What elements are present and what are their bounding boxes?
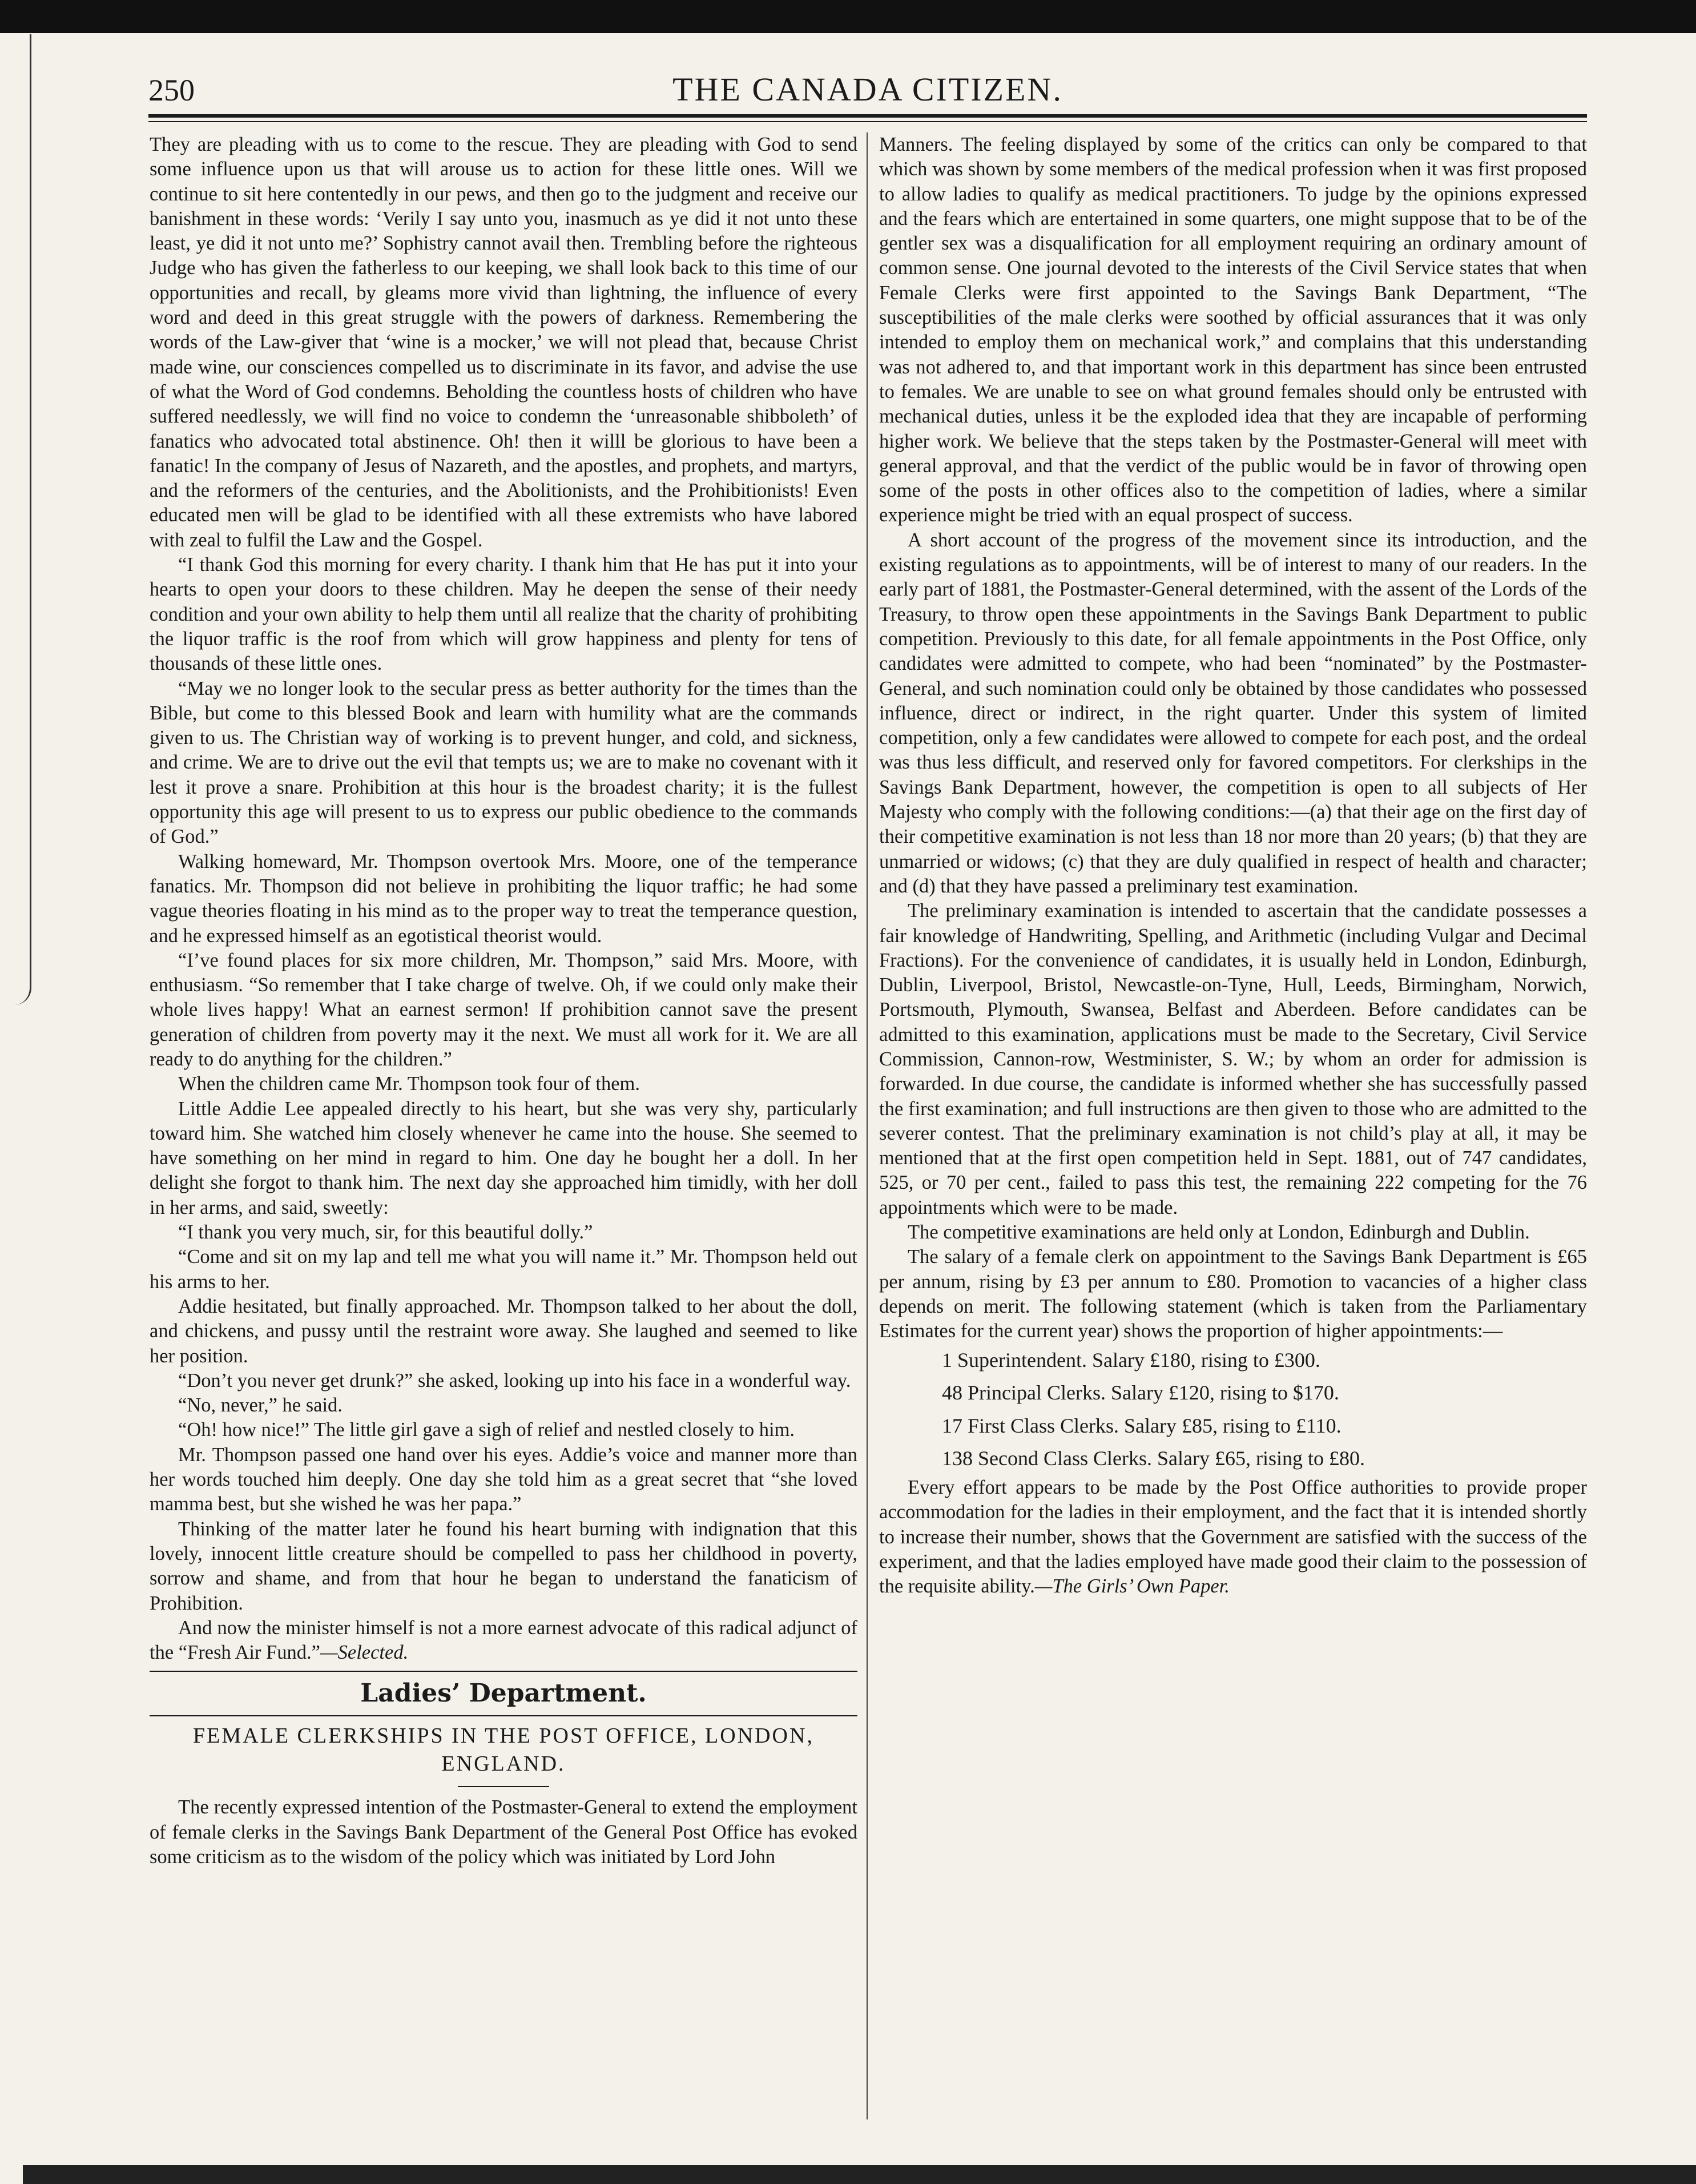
section-rule <box>150 1715 857 1716</box>
article-title: FEMALE CLERKSHIPS IN THE POST OFFICE, LONDON, ENGLAND. <box>193 1723 814 1776</box>
paragraph: Walking homeward, Mr. Thompson overtook Mrs. Moore, one of the temperance fanatics. Mr. Thompson did not believe in prohibiting the liquor traffic; he had some vague theories floating in his mind as to the proper way to treat the temperance question, and he expressed himself as an egotistical theorist would. <box>150 850 857 947</box>
article-opening: The recently expressed intention of the Postmaster-General to extend the employment of female clerks in the Savings Bank Department of the General Post Office has evoked some criticism as to the wisdom of the policy which was initiated by Lord John <box>150 1796 857 1868</box>
left-column <box>150 132 857 2131</box>
paragraph-text: Every effort appears to be made by the Post Office authorities to provide proper accommodation for the ladies in their employment, and the fact that it is intended shortly to increase their number, shows that the Government are satisfied with the success of the experiment, and that the ladies employed have made good their claim to the possession of the requisite ability. <box>879 1476 1587 1598</box>
header-rule <box>148 114 1587 122</box>
paragraph: “May we no longer look to the secular press as better authority for the times than the Bible, but come to this blessed Book and learn with humility what are the commands given to us. The Christian way of working is to prevent hunger, and cold, and sickness, and crime. We are to drive out the evil that tempts us; we are to make no covenant with it lest it prove a snare. Prohibition at this hour is the broadest charity; it is the fullest opportunity this age will present to us to express our public obedience to the commands of God.” <box>150 677 857 848</box>
paragraph: Addie hesitated, but finally approached. Mr. Thompson talked to her about the doll, and chickens, and pussy until the restraint wore away. She laughed and seemed to like her position. <box>150 1295 857 1367</box>
paragraph-final <box>150 1616 857 1666</box>
list-item: 17 First Class Clerks. Salary £85, rising to £110. <box>942 1414 1342 1437</box>
paragraph: Manners. The feeling displayed by some of the critics can only be compared to that which was shown by some members of the medical profession when it was first proposed to allow ladies to qualify as medical practitioners. To judge by the opinions expressed and the fears which are entertained in some quarters, one might suppose that to be of the gentler sex was a disqualification for all employment requiring an ordinary amount of common sense. One journal devoted to the interests of the Civil Service states that when Female Clerks were first appointed to the Savings Bank Department, “The susceptibilities of the male clerks were soothed by official assurances that it was only intended to employ them on mechanical work,” and complains that this understanding was not adhered to, and that important work in this department has since been entrusted to females. We are unable to see on what ground females should only be entrusted with mechanical duties, unless it be the exploded idea that they are incapable of performing higher work. We believe that the steps taken by the Postmaster-General will meet with general approval, and that the verdict of the public would be in favor of throwing open some of the posts in other offices also to the competition of ladies, where a similar experience might be tried with an equal prospect of success. <box>879 134 1587 526</box>
page-number: 250 <box>148 73 195 107</box>
paragraph: The salary of a female clerk on appointment to the Savings Bank Department is £65 per annum, rising by £3 per annum to £80. Promotion to vacancies of a higher class depends on merit. The following statement (which is taken from the Parliamentary Estimates for the current year) shows the proportion of higher appointments:— <box>879 1246 1587 1342</box>
source-credit: —The Girls’ Own Paper. <box>1034 1575 1230 1598</box>
paragraph-text: And now the minister himself is not a more earnest advocate of this radical adjunct of the “Fresh Air Fund.” <box>150 1616 857 1664</box>
paragraph: Mr. Thompson passed one hand over his eyes. Addie’s voice and manner more than her words touched him deeply. One day she told him as a great secret that “she loved mamma best, but she wished he was her papa.” <box>150 1443 857 1515</box>
paragraph: When the children came Mr. Thompson took four of them. <box>178 1073 640 1095</box>
paragraph: The preliminary examination is intended to ascertain that the candidate possesses a fair knowledge of Handwriting, Spelling, and Arithmetic (including Vulgar and Decimal Fractions). For the convenience of candidates, it is usually held in London, Edinburgh, Dublin, Liverpool, Bristol, Newcastle-on-Tyne, Hull, Leeds, Birmingham, Norwich, Portsmouth, Plymouth, Swansea, Belfast and Aberdeen. Before candidates can be admitted to this examination, applications must be made to the Secretary, Civil Service Commission, Cannon-row, Westminister, S. W.; by whom an order for admission is forwarded. In due course, the candidate is informed whether she has successfully passed the first examination; and full instructions are then given to those who are admitted to the severer contest. That the preliminary examination is not child’s play at all, it may be mentioned that at the first open competition held in Sept. 1881, out of 747 candidates, 525, or 70 per cent., failed to pass this test, the remaining 222 competing for the 76 appointments which were to be made. <box>879 900 1587 1218</box>
paragraph: “I thank you very much, sir, for this beautiful dolly.” <box>178 1221 593 1244</box>
bottom-border <box>23 2158 1696 2184</box>
title-rule <box>458 1786 549 1787</box>
department-heading: Ladies’ Department. <box>360 1679 647 1708</box>
paragraph-final <box>879 1475 1587 1599</box>
paragraph: “Come and sit on my lap and tell me what you will name it.” Mr. Thompson held out his arms to her. <box>150 1246 857 1293</box>
paragraph: “I thank God this morning for every charity. I thank him that He has put it into your hearts to open your doors to these children. May he deepen the sense of their needy condition and your own ability to help them until all realize that the charity of prohibiting the liquor traffic is the roof from which will grow happiness and plenty for tens of thousands of these little ones. <box>150 554 857 675</box>
top-border <box>0 0 1696 33</box>
paragraph: A short account of the progress of the movement since its introduction, and the existing regulations as to appointments, will be of interest to many of our readers. In the early part of 1881, the Postmaster-General determined, with the assent of the Lords of the Treasury, to throw open these appointments in the Savings Bank Department to public competition. Previously to this date, for all female appointments in the Post Office, only candidates were admitted to compete, who had been “nominated” by the Postmaster-General, and such nomination could only be obtained by those candidates who possessed influence, direct or indirect, in the right quarter. Under this system of limited competition, only a few candidates were allowed to compete for each post, and the ordeal was thus less difficult, and reserved only for favored competitors. For clerkships in the Savings Bank Department, however, the competition is open to all subjects of Her Majesty who comply with the following conditions:—(a) that their age on the first day of their competitive examination is not less than 18 nor more than 20 years; (b) that they are unmarried or widows; (c) that they are duly qualified in respect of health and character; and (d) that they have passed a preliminary test examination. <box>879 529 1587 897</box>
list-item: 1 Superintendent. Salary £180, rising to £300. <box>942 1348 1320 1371</box>
paragraph: “I’ve found places for six more children, Mr. Thompson,” said Mrs. Moore, with enthusiasm. “So remember that I take charge of twelve. Oh, if we could only make their whole lives happy! What an earnest sermon! If prohibition cannot save the present generation of children from poverty may it the next. We must all work for it. We are all ready to do anything for the children.” <box>150 949 857 1070</box>
paragraph: “Oh! how nice!” The little girl gave a sigh of relief and nestled closely to him. <box>178 1419 795 1441</box>
page-header <box>148 66 1587 111</box>
selected-credit: —Selected. <box>320 1642 409 1664</box>
paragraph: “Don’t you never get drunk?” she asked, looking up into his face in a wonderful way. <box>178 1369 851 1391</box>
list-item: 48 Principal Clerks. Salary £120, rising to $170. <box>942 1381 1339 1405</box>
paragraph: The competitive examinations are held only at London, Edinburgh and Dublin. <box>908 1221 1530 1244</box>
column-divider <box>867 132 868 2119</box>
paragraph: Thinking of the matter later he found his heart burning with indignation that this lovely, innocent little creature should be compelled to pass her childhood in poverty, sorrow and shame, and from that hour he began to understand the fanaticism of Prohibition. <box>150 1518 857 1614</box>
paragraph: “No, never,” he said. <box>178 1394 343 1417</box>
binding-edge <box>13 34 31 1005</box>
paragraph: They are pleading with us to come to the rescue. They are pleading with God to send some influence upon us that will arouse us to action for these little ones. Will we continue to sit here contentedly in our pews, and then go to the judgment and receive our banishment in these words: ‘Verily I say unto you, inasmuch as ye did it not unto these least, ye did it not unto me?’ Sophistry cannot avail then. Trembling before the righteous Judge who has given the fatherless to our keeping, we shall look back to this time of our opportunities and recall, by gleams more vivid than lightning, the influence of every word and deed in this great struggle with the powers of darkness. Remembering the words of the Law-giver that ‘wine is a mocker,’ we will not plead that, because Christ made wine, our consciences compelled us to discriminate in its favor, and advise the use of what the Word of God condemns. Beholding the countless hosts of children who have suffered needlessly, we will find no voice to condemn the ‘unreasonable shibboleth’ of fanatics who advocated total abstinence. Oh! then it willl be glorious to have been a fanatic! In the company of Jesus of Nazareth, and the apostles, and prophets, and martyrs, and the reformers of the centuries, and the Abolitionists, and the Prohibitionists! Even educated men will be glad to be identified with all these extremists who have labored with zeal to fulfil the Law and the Gospel. <box>150 134 857 551</box>
journal-title: THE CANADA CITIZEN. <box>672 71 1063 108</box>
list-item: 138 Second Class Clerks. Salary £65, rising to £80. <box>942 1447 1365 1470</box>
paragraph: Little Addie Lee appealed directly to his heart, but she was very shy, particularly toward him. She watched him closely whenever he came into the house. She seemed to have something on her mind in regard to him. One day he bought her a doll. In her delight she forgot to thank him. The next day she approached him timidly, with her doll in her arms, and said, sweetly: <box>150 1097 857 1218</box>
right-column <box>879 132 1587 2131</box>
appointments-list <box>879 1344 1587 1475</box>
section-rule <box>150 1671 857 1672</box>
